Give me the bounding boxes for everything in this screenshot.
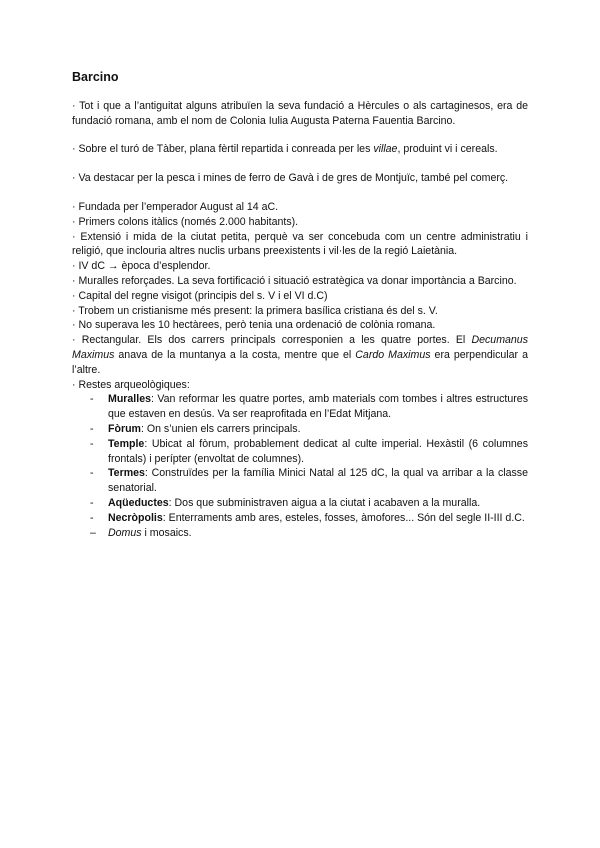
list-dash: -	[90, 422, 94, 435]
list-item	[72, 422, 528, 437]
list-item	[72, 496, 528, 511]
decumanus-term: Decumanus Maximus	[72, 334, 528, 361]
remains-term: Muralles	[108, 393, 151, 406]
paragraph-taber-text-b: , produint vi i cereals.	[397, 143, 498, 156]
remains-text: : Van reformar les quatre portes, amb materials com tombes i altres estructures que estaven en desús. Va ser reaprofitada en l’Edat Mitjana.	[108, 393, 528, 421]
remains-text: i mosaics.	[141, 526, 192, 539]
list-dash: -	[90, 496, 94, 509]
facts-list	[72, 200, 528, 392]
fact-item: · Capital del regne visigot (principis del s. V i el VI d.C)	[72, 289, 328, 302]
rect-text-b: anava de la muntanya a la costa, mentre que el	[114, 348, 356, 361]
remains-term: Termes	[108, 467, 145, 480]
remains-term: Necròpolis	[108, 511, 163, 524]
villae-term: villae	[373, 143, 398, 156]
list-dash: -	[90, 467, 94, 480]
list-dash: -	[90, 437, 94, 450]
list-dash: -	[90, 393, 94, 406]
cardo-term: Cardo Maximus	[355, 348, 431, 361]
remains-list	[72, 392, 528, 540]
remains-term: Fòrum	[108, 422, 141, 435]
list-item	[72, 466, 528, 496]
list-item	[72, 392, 528, 422]
fact-item: · No superava les 10 hectàrees, però tenia una ordenació de colònia romana.	[72, 319, 436, 332]
domus-term: Domus	[108, 526, 142, 539]
fact-item: · Extensió i mida de la ciutat petita, perquè va ser concebuda com un centre administratiu i religió, que inclouria altres nuclis urbans preexistents i vil·les de la regió Laietània.	[72, 230, 528, 258]
list-item	[72, 526, 528, 541]
rect-text-a: · Rectangular. Els dos carrers principals corresponien a les quatre portes. El	[72, 334, 472, 347]
paragraph-economy: · Va destacar per la pesca i mines de ferro de Gavà i de gres de Montjuïc, també pel comerç.	[72, 172, 509, 185]
remains-term: Temple	[108, 437, 145, 450]
fact-rectangular	[72, 333, 528, 377]
list-item	[72, 511, 528, 526]
fact-item: · IV dC → època d’esplendor.	[72, 260, 211, 273]
remains-text: : Enterraments amb ares, esteles, fosses, àmofores... Són del segle II-III d.C.	[162, 511, 525, 524]
list-dash: –	[90, 526, 96, 539]
document-page	[72, 70, 528, 540]
remains-text: : Construïdes per la família Minici Natal al 125 dC, la qual va arribar a la classe senatorial.	[108, 467, 528, 495]
rect-text-c: era perpendicular a l’altre.	[72, 348, 528, 376]
list-item	[72, 437, 528, 467]
list-dash: -	[90, 511, 94, 524]
page-title: Barcino	[72, 70, 119, 84]
fact-item: · Primers colons itàlics (només 2.000 habitants).	[72, 215, 299, 228]
fact-item: · Fundada per l’emperador August al 14 aC.	[72, 200, 279, 213]
remains-text: : Dos que subministraven aigua a la ciutat i acabaven a la muralla.	[168, 496, 481, 509]
paragraph-taber-text-a: · Sobre el turó de Tàber, plana fèrtil repartida i conreada per les	[72, 143, 374, 156]
remains-term: Aqüeductes	[108, 496, 169, 509]
paragraph-taber	[72, 142, 528, 157]
paragraph-foundation: · Tot i que a l’antiguitat alguns atribuïen la seva fundació a Hèrcules o als cartaginesos, era de fundació romana, amb el nom de Colonia Iulia Augusta Paterna Fauentia Barcino.	[72, 99, 528, 127]
remains-text: : Ubicat al fòrum, probablement dedicat al culte imperial. Hexàstil (6 columnes frontals) i perípter (envoltat de columnes).	[108, 437, 528, 465]
fact-item: · Trobem un cristianisme més present: la primera basílica cristiana és del s. V.	[72, 304, 438, 317]
remains-heading: · Restes arqueològiques:	[72, 378, 190, 391]
remains-text: : On s’unien els carrers principals.	[140, 422, 301, 435]
fact-item: · Muralles reforçades. La seva fortificació i situació estratègica va donar importància a Barcino.	[72, 274, 517, 287]
